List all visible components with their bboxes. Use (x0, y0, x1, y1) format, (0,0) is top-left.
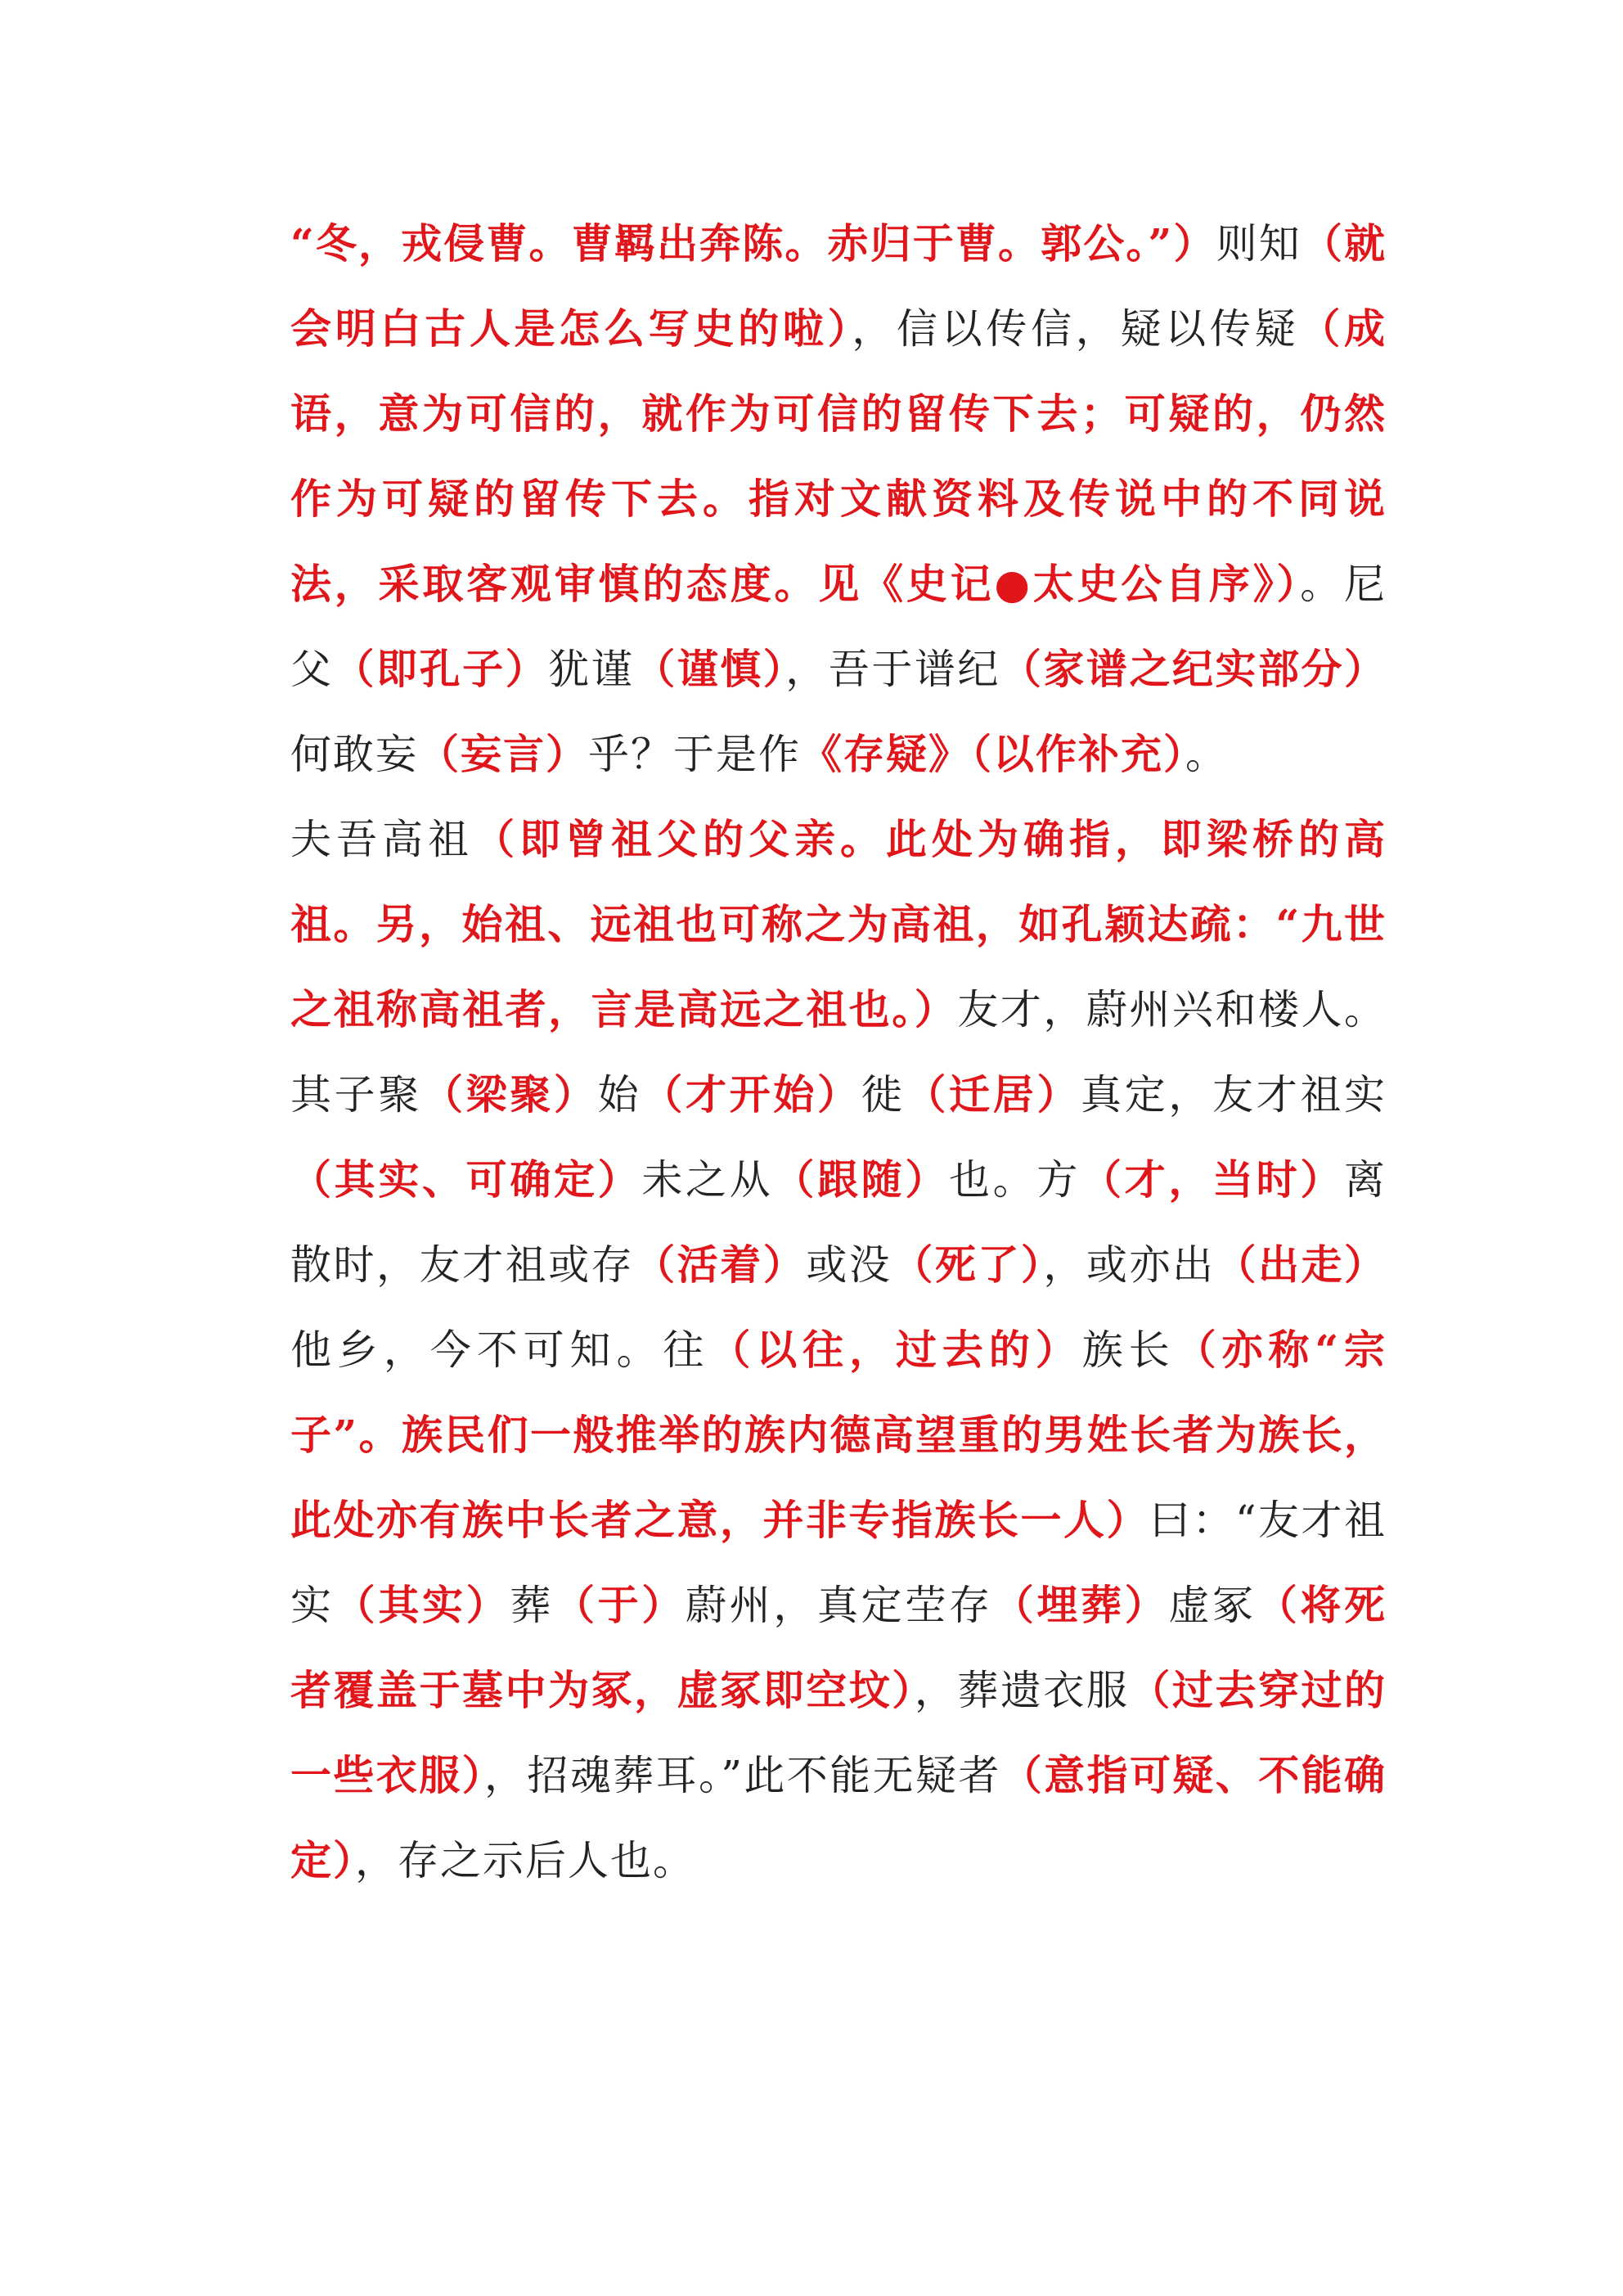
body-text: 未之从 (641, 1156, 774, 1204)
annotation-text: （妄言） (418, 730, 588, 778)
annotation-text: 《存疑》（以作补充） (801, 730, 1185, 778)
body-text: 族长 (1081, 1326, 1176, 1374)
annotation-text: （梁聚） (422, 1070, 598, 1119)
document-body (290, 201, 1387, 1903)
body-text: 蔚州，真定茔存 (686, 1582, 993, 1629)
annotation-text: （即孔子） (333, 645, 549, 693)
annotation-text: （意指可疑、不能确定） (290, 1751, 1387, 1884)
body-text: 虚冢 (1168, 1582, 1257, 1629)
body-text: 何敢妄 (290, 731, 418, 778)
annotation-text: （才，当时） (1081, 1155, 1345, 1204)
body-text: ，信以传信，疑以传疑 (852, 305, 1300, 353)
body-text: ，葬遗衣服 (914, 1667, 1130, 1714)
body-text: 也。方 (949, 1156, 1081, 1204)
body-text: 。 (1185, 731, 1228, 778)
body-text: 徙 (861, 1071, 906, 1119)
annotation-text: （迁居） (905, 1070, 1081, 1119)
annotation-text: （活着） (634, 1240, 807, 1289)
body-text: 曰：“友才祖实 (290, 1497, 1387, 1629)
annotation-text: （即曾祖父的父亲。此处为确指，即梁桥的高祖。另，始祖、远祖也可称之为高祖，如孔颖达疏：“九世之祖称高祖者，言是高远之祖也。） (290, 815, 1387, 1033)
body-text: ，或亦出 (1043, 1241, 1216, 1289)
annotation-text: （家谱之纪实部分） (1000, 645, 1387, 693)
annotation-text: （出走） (1215, 1240, 1387, 1289)
annotation-text: （成语，意为可信的，就作为可信的留传下去；可疑的，仍然作为可疑的留传下去。指对文献资料及传说中的不同说法，采取客观审慎的态度。见《史记●太史公自序》） (290, 304, 1387, 608)
annotation-text: （就会明白古人是怎么写史的啦） (290, 219, 1387, 353)
paragraph-gaozu-youcai (290, 797, 1387, 1903)
annotation-text: （将死者覆盖于墓中为冢，虚冢即空坟） (290, 1581, 1387, 1714)
annotation-text: （才开始） (641, 1070, 861, 1119)
body-text: ，存之示后人也。 (355, 1837, 695, 1884)
body-text: ，招魂葬耳。”此不能无疑者 (484, 1752, 1001, 1799)
annotation-text: （其实、可确定） (290, 1155, 642, 1204)
annotation-text: （埋葬） (992, 1581, 1169, 1629)
annotation-text: （亦称“宗子”。族民们一般推举的族内德高望重的男姓长者为族长，此处亦有族中长者之意，并非专指族长一人） (290, 1326, 1387, 1544)
body-text: 。尼父 (290, 560, 1387, 693)
annotation-text: （于） (554, 1581, 686, 1629)
body-text: 则知 (1216, 220, 1302, 268)
body-text: 友才，蔚州兴和楼人。其子聚 (290, 986, 1387, 1119)
body-text: 或没 (806, 1241, 892, 1289)
body-text: 始 (597, 1071, 642, 1119)
body-text: 葬 (510, 1582, 555, 1629)
body-text: 乎？于是作 (588, 731, 801, 778)
body-text: 他乡，今不可知。往 (290, 1326, 710, 1374)
paragraph-cunyi-intro (290, 201, 1387, 797)
annotation-text: （其实） (334, 1581, 510, 1629)
body-text: ，吾于谱纪 (785, 646, 1000, 693)
body-text: 犹谨 (548, 646, 635, 693)
body-text: 夫吾高祖 (290, 816, 474, 863)
annotation-text: （过去穿过的一些衣服） (290, 1666, 1387, 1799)
annotation-text: （跟随） (773, 1155, 950, 1204)
annotation-text: （谨慎） (634, 645, 786, 693)
body-text: 真定，友才祖实 (1081, 1071, 1387, 1119)
annotation-text: “冬，戎侵曹。曹羁出奔陈。赤归于曹。郭公。”） (290, 219, 1216, 268)
annotation-text: （以往，过去的） (709, 1326, 1082, 1374)
body-text: 离散时，友才祖或存 (290, 1156, 1387, 1289)
annotation-text: （死了） (892, 1240, 1044, 1289)
